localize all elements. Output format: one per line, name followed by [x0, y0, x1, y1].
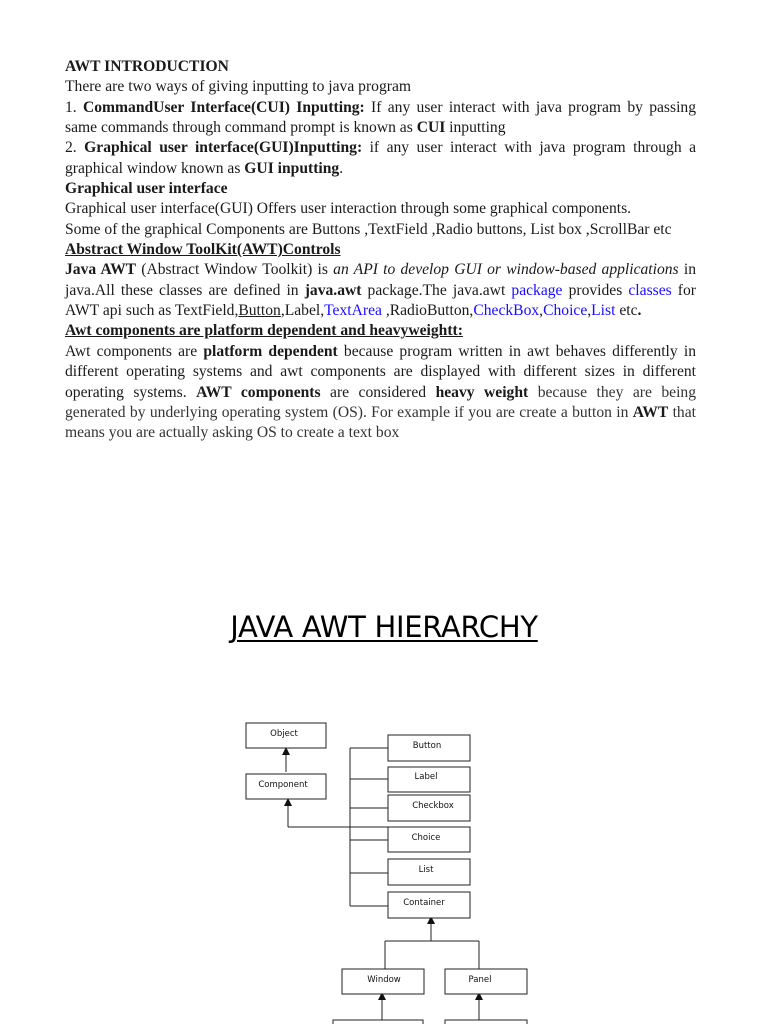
panel-node-label: Panel: [468, 975, 492, 985]
gui-description: Graphical user interface(GUI) Offers user interaction through some graphical components.: [65, 200, 632, 218]
list-node-label: List: [418, 865, 434, 875]
label-node-label: Label: [414, 772, 438, 782]
button-link[interactable]: Button: [238, 302, 281, 320]
list-link[interactable]: List: [591, 302, 616, 320]
awt-controls-paragraph: Java AWT (Abstract Window Toolkit) is an API to develop GUI or window-based applications in java.All these classes are defined in java.awt package.The java.awt package provides classes for AWT api such as TextField,Button,Label,TextArea ,RadioButton,CheckBox,Choice,List etc.: [65, 261, 696, 320]
textarea-link[interactable]: TextArea: [324, 302, 382, 320]
window-node-label: Window: [367, 975, 401, 985]
package-link[interactable]: package: [511, 281, 563, 299]
object-node-label: Object: [270, 729, 298, 739]
gui-paragraph: 2. Graphical user interface(GUI)Inputting: if any user interact with java program through a graphical window known as GUI inputting.: [65, 139, 697, 177]
cui-paragraph: 1. CommandUser Interface(CUI) Inputting: If any user interact with java program by passing same commands through command prompt is known as CUI inputting: [65, 98, 696, 137]
platform-paragraph: Awt components are platform dependent because program written in awt behaves differently in different operating systems and awt components are displayed with different sizes in different operating systems. AWT components are considered heavy weight because they are being generated by underlying operating system (OS). For example if you are create a button in AWT that means you are actually asking OS to create a text box: [65, 342, 696, 442]
applet-node-partial: [445, 1020, 527, 1024]
checkbox-link[interactable]: CheckBox: [473, 302, 540, 320]
frame-node-partial: [333, 1020, 423, 1024]
classes-link[interactable]: classes: [628, 281, 672, 299]
hierarchy-title: JAVA AWT HIERARCHY: [230, 610, 538, 644]
gui-heading: Graphical user interface: [65, 180, 228, 198]
container-node-label: Container: [403, 898, 445, 908]
checkbox-node-label: Checkbox: [412, 801, 454, 811]
button-node-label: Button: [412, 741, 442, 751]
awt-controls-heading: Abstract Window ToolKit(AWT)Controls: [65, 241, 341, 259]
choice-link[interactable]: Choice: [543, 302, 588, 320]
gui-components-list: Some of the graphical Components are Buttons ,TextField ,Radio buttons, List box ,ScrollBar etc: [65, 220, 672, 238]
awt-introduction-heading: AWT INTRODUCTION: [65, 58, 229, 75]
intro-line: There are two ways of giving inputting to java program: [65, 78, 412, 96]
platform-heading: Awt components are platform dependent and heavyweightt:: [65, 322, 463, 340]
component-node-label: Component: [258, 780, 308, 790]
choice-node-label: Choice: [411, 833, 441, 843]
